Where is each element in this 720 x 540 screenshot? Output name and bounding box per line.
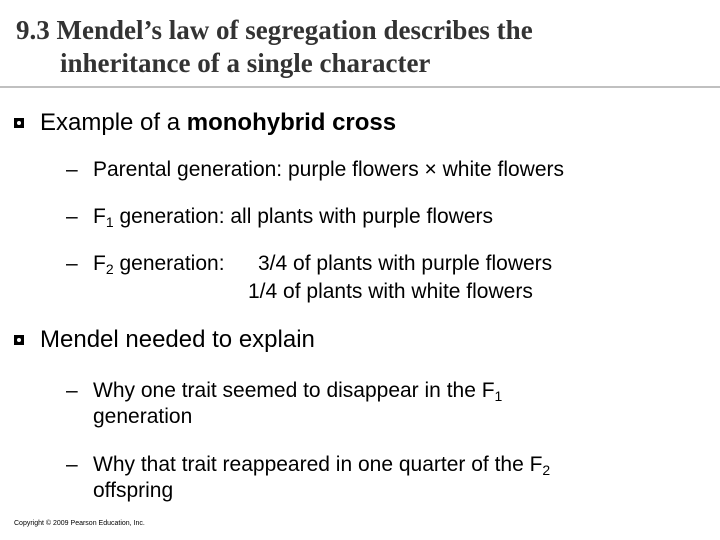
title-divider — [0, 86, 720, 88]
slide-title — [16, 14, 706, 80]
f1-text: F1 generation: all plants with purple flowers — [93, 205, 493, 230]
f1-subscript: 1 — [105, 214, 114, 230]
f2-subscript: 2 — [542, 462, 551, 478]
dash-marker: – — [66, 205, 78, 228]
fraction-one-quarter: 1/4 — [248, 280, 278, 303]
dash-marker: – — [66, 379, 78, 402]
f2-white-line: 1/4 of plants with white flowers — [248, 280, 533, 303]
title-line-1: 9.3 Mendel’s law of segregation describes the — [16, 15, 533, 45]
f2-purple-line: 3/4 of plants with purple flowers — [258, 252, 553, 275]
dash-marker: – — [66, 453, 78, 476]
fraction-three-quarters: 3/4 — [258, 252, 288, 275]
f2-text: F2 generation: — [93, 252, 225, 277]
copyright-footer: Copyright © 2009 Pearson Education, Inc. — [14, 520, 145, 527]
dash-marker: – — [66, 158, 78, 181]
bullet-square-icon — [14, 335, 24, 345]
f1-subscript: 1 — [494, 388, 503, 404]
dash-marker: – — [66, 252, 78, 275]
bullet-text: Mendel needed to explain — [40, 326, 315, 353]
bullet-square-icon — [14, 118, 24, 128]
why-reappear-text: Why that trait reappeared in one quarter of the F2 offspring — [93, 453, 551, 502]
bullet-text: Example of a monohybrid cross — [40, 109, 397, 136]
bold-term: monohybrid cross — [186, 109, 397, 136]
title-line-2: inheritance of a single character — [60, 48, 431, 78]
parental-text: Parental generation: purple flowers × white flowers — [93, 158, 565, 181]
why-disappear-text: Why one trait seemed to disappear in the F1 generation — [93, 379, 503, 428]
f2-subscript: 2 — [105, 261, 114, 277]
